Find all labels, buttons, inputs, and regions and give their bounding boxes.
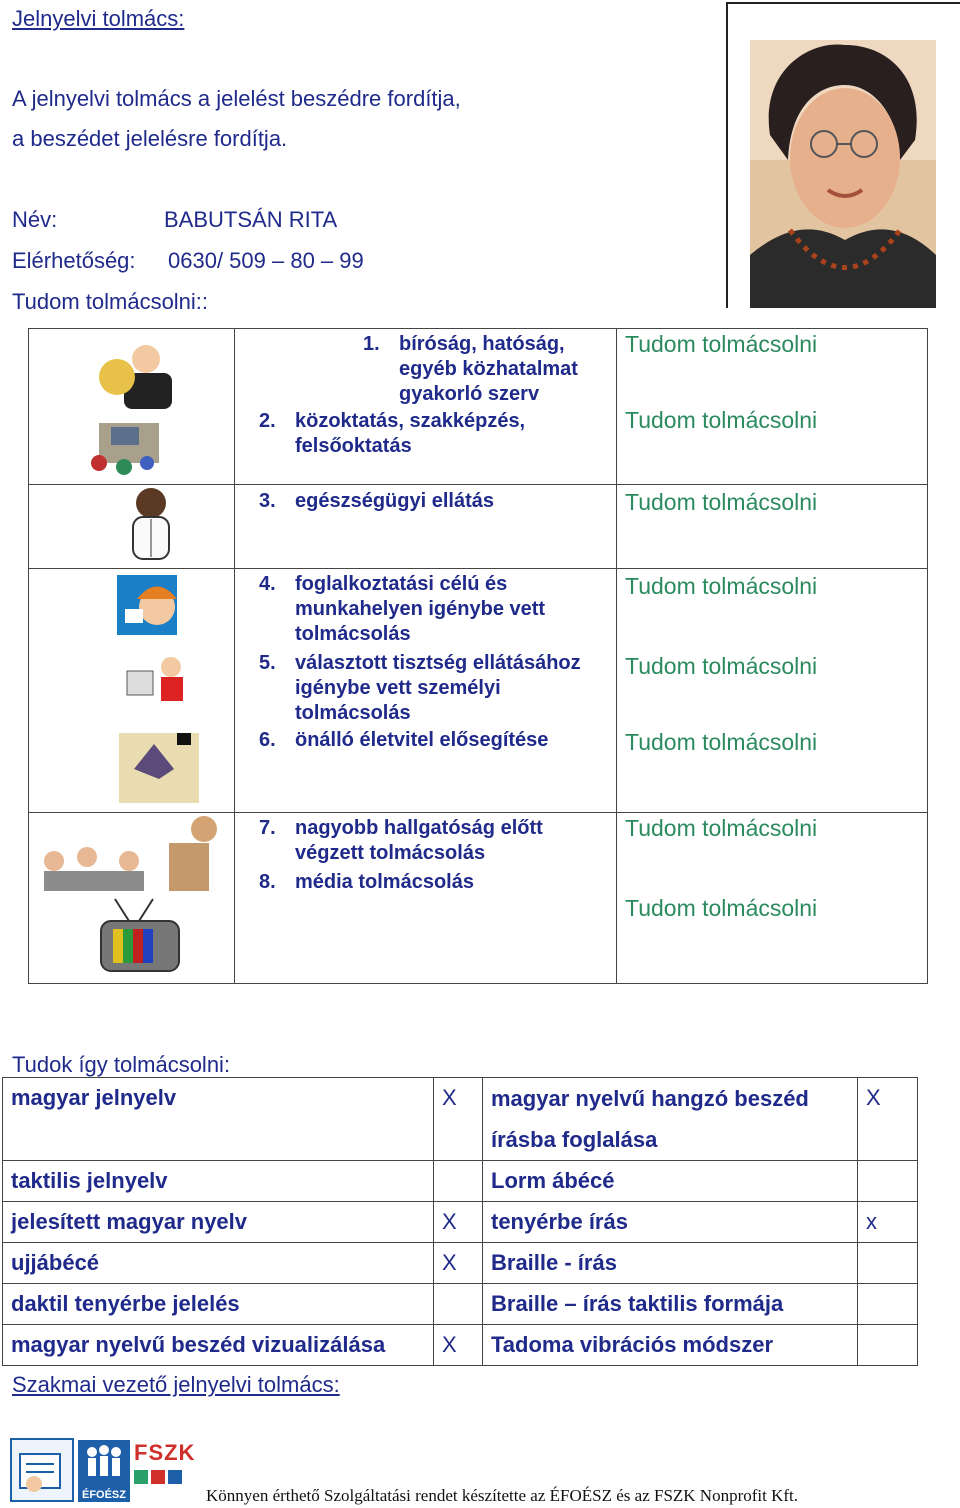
contact-label: Elérhetőség: xyxy=(12,248,136,273)
mode-left-mark xyxy=(434,1284,483,1325)
topics-text-cell xyxy=(235,485,617,569)
mode-left-mark: X xyxy=(434,1243,483,1284)
topic-text: média tolmácsolás xyxy=(295,871,474,893)
lead-interpreter-title: Szakmai vezető jelnyelvi tolmács: xyxy=(12,1372,340,1397)
easy-read-logo-icon xyxy=(10,1438,74,1502)
topic-text: választott tisztség ellátásához igénybe vett személyi tolmácsolás xyxy=(295,652,581,724)
work-and-office-icons xyxy=(29,569,234,807)
topics-status-cell xyxy=(617,485,928,569)
topic-number: 1. xyxy=(363,333,380,355)
topics-icons-cell xyxy=(29,485,235,569)
fszk-logo-text: FSZK xyxy=(134,1440,196,1465)
mode-row xyxy=(3,1202,918,1243)
audience-and-tv-icons xyxy=(29,813,234,978)
mode-row xyxy=(3,1325,918,1366)
mode-right-mark: X xyxy=(858,1078,918,1161)
judge-icon xyxy=(132,345,160,373)
topic-item xyxy=(235,728,616,753)
modes-heading: Tudok így tolmácsolni: xyxy=(12,1052,231,1077)
speaker-icon xyxy=(191,816,217,842)
efoesz-logo xyxy=(78,1440,130,1502)
mode-left-mark xyxy=(434,1161,483,1202)
computer-icon xyxy=(127,671,153,695)
topics-row-1-2 xyxy=(29,329,928,485)
court-and-classroom-icons xyxy=(29,329,234,479)
topic-number: 6. xyxy=(259,729,276,751)
topic-number: 8. xyxy=(259,871,276,893)
topic-status: Tudom tolmácsolni xyxy=(625,895,818,921)
fszk-logo-mark-icon xyxy=(134,1470,198,1484)
mode-right-mark xyxy=(858,1243,918,1284)
topic-status: Tudom tolmácsolni xyxy=(625,489,818,515)
topic-item xyxy=(235,651,616,726)
topics-icons-cell xyxy=(29,813,235,984)
topic-item xyxy=(235,870,616,895)
topics-text-cell xyxy=(235,329,617,485)
footer-credit: Könnyen érthető Szolgáltatási rendet készítette az ÉFOÉSZ és az FSZK Nonprofit Kft. xyxy=(206,1486,799,1505)
topic-item xyxy=(235,485,616,514)
doctor-icon xyxy=(29,485,234,563)
topic-item xyxy=(235,813,616,866)
topics-status-cell xyxy=(617,813,928,984)
topic-number: 7. xyxy=(259,817,276,839)
mode-right-label: Lorm ábécé xyxy=(483,1161,858,1202)
topics-row-4-6 xyxy=(29,569,928,813)
topics-row-7-8 xyxy=(29,813,928,984)
topic-status: Tudom tolmácsolni xyxy=(625,573,818,599)
topic-text: bíróság, hatóság, egyéb közhatalmat gyakorló szerv xyxy=(399,333,578,405)
mode-right-label: Braille - írás xyxy=(483,1243,858,1284)
topic-text: önálló életvitel elősegítése xyxy=(295,729,549,751)
mode-row xyxy=(3,1284,918,1325)
mode-right-label: Braille – írás taktilis formája xyxy=(483,1284,858,1325)
mode-left-label: taktilis jelnyelv xyxy=(3,1161,434,1202)
mode-right-mark: x xyxy=(858,1202,918,1243)
mode-left-mark: X xyxy=(434,1078,483,1161)
topic-status: Tudom tolmácsolni xyxy=(625,729,818,755)
topic-item xyxy=(235,569,616,647)
mode-right-mark xyxy=(858,1284,918,1325)
mode-row xyxy=(3,1161,918,1202)
modes-table xyxy=(2,1077,918,1366)
topics-status-cell xyxy=(617,329,928,485)
topic-text: egészségügyi ellátás xyxy=(295,490,494,512)
topic-status: Tudom tolmácsolni xyxy=(625,815,818,841)
portrait-photo xyxy=(750,40,936,308)
topics-text-cell xyxy=(235,569,617,813)
topics-icons-cell xyxy=(29,329,235,485)
mode-right-mark xyxy=(858,1325,918,1366)
contact-value: 0630/ 509 – 80 – 99 xyxy=(168,248,364,273)
topic-number: 2. xyxy=(259,410,276,432)
topic-number: 5. xyxy=(259,652,276,674)
mode-row xyxy=(3,1243,918,1284)
mode-right-mark xyxy=(858,1161,918,1202)
mode-left-mark: X xyxy=(434,1202,483,1243)
topic-status: Tudom tolmácsolni xyxy=(625,653,818,679)
name-label: Név: xyxy=(12,207,58,232)
mode-left-label: daktil tenyérbe jelelés xyxy=(3,1284,434,1325)
mode-right-label: Tadoma vibrációs módszer xyxy=(483,1325,858,1366)
fszk-logo xyxy=(134,1440,198,1500)
topic-status: Tudom tolmácsolni xyxy=(625,407,818,433)
intro-line-1: A jelnyelvi tolmács a jelelést beszédre fordítja, xyxy=(12,86,461,111)
name-value: BABUTSÁN RITA xyxy=(164,207,338,232)
topic-item xyxy=(235,329,616,407)
topic-number: 3. xyxy=(259,490,276,512)
mode-left-label: magyar nyelvű beszéd vizualizálása xyxy=(3,1325,434,1366)
mode-left-label: ujjábécé xyxy=(3,1243,434,1284)
mode-right-label: magyar nyelvű hangzó beszéd írásba foglalása xyxy=(483,1078,858,1161)
topic-item xyxy=(235,409,616,459)
topics-icons-cell xyxy=(29,569,235,813)
topics-table xyxy=(28,328,928,984)
mode-left-label: jelesített magyar nyelv xyxy=(3,1202,434,1243)
can-interpret-label: Tudom tolmácsolni:: xyxy=(12,289,209,314)
efoesz-logo-text: ÉFOÉSZ xyxy=(81,1489,126,1501)
mode-right-label: tenyérbe írás xyxy=(483,1202,858,1243)
mode-row xyxy=(3,1078,918,1161)
topic-number: 4. xyxy=(259,573,276,595)
audience-icon xyxy=(44,851,64,871)
topics-text-cell xyxy=(235,813,617,984)
page-title: Jelnyelvi tolmács: xyxy=(12,6,185,31)
topic-text: foglalkoztatási célú és munkahelyen igénybe vett tolmácsolás xyxy=(295,573,546,645)
topic-status: Tudom tolmácsolni xyxy=(625,331,818,357)
topic-text: nagyobb hallgatóság előtt végzett tolmácsolás xyxy=(295,817,543,864)
efoesz-people-icon xyxy=(78,1440,130,1484)
topic-text: közoktatás, szakképzés, felsőoktatás xyxy=(295,410,526,457)
intro-line-2: a beszédet jelelésre fordítja. xyxy=(12,126,288,151)
mode-left-label: magyar jelnyelv xyxy=(3,1078,434,1161)
topics-status-cell xyxy=(617,569,928,813)
topics-row-3 xyxy=(29,485,928,569)
mode-left-mark: X xyxy=(434,1325,483,1366)
